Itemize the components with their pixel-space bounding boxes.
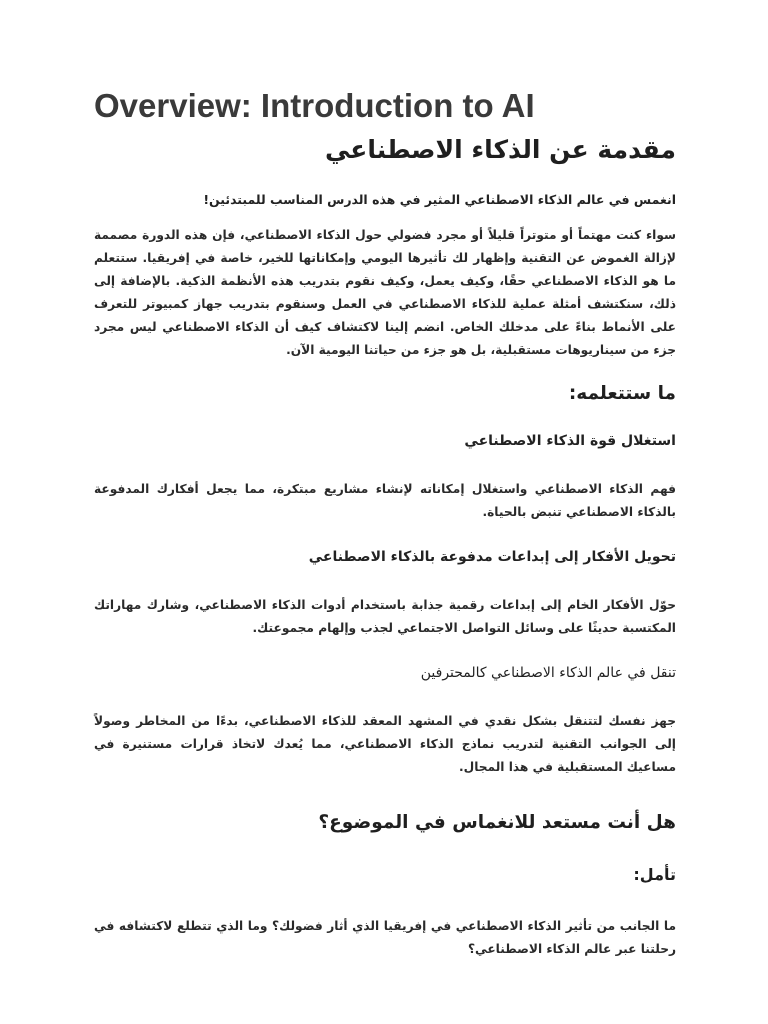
section-body-ideas-to-creations: حوّل الأفكار الخام إلى إبداعات رقمية جذابة باستخدام أدوات الذكاء الاصطناعي، وشارك مهاراتك المكتسبة حديثًا على وسائل التواصل الاجتماعي لجذب وإلهام مجموعتك. xyxy=(94,598,676,635)
reflect-heading: تأمل: xyxy=(633,865,676,884)
arabic-title: مقدمة عن الذكاء الاصطناعي xyxy=(324,135,676,164)
section-heading-navigate-ai: تنقل في عالم الذكاء الاصطناعي كالمحترفين xyxy=(420,665,676,681)
intro-paragraph: سواء كنت مهتماً أو متوتراً قليلاً أو مجرد فضولي حول الذكاء الاصطناعي، فإن هذه الدورة مصممة لإزالة الغموض عن التقنية وإظهار لك تأثيرها اليومي وإمكاناتها للخير، خاصة في إفريقيا. ستتعلم ما هو الذكاء الاصطناعي حقًا، وكيف يعمل، وكيف نقوم بتدريب هذه الأنظمة الذكية. بالإضافة إلى ذلك، سنكتشف أمثلة عملية للذكاء الاصطناعي في العمل وسنقوم بتدريب جهاز كمبيوتر للتعرف على الأنماط بناءً على مدخلك الخاص. انضم إلينا لاكتشاف كيف أن الذكاء الاصطناعي ليس مجرد جزء من سيناريوهات مستقبلية، بل هو جزء من حياتنا اليومية الآن. xyxy=(94,228,676,357)
document-page xyxy=(94,86,676,961)
section-body-harness-ai: فهم الذكاء الاصطناعي واستغلال إمكاناته لإنشاء مشاريع مبتكرة، مما يجعل أفكارك المدفوعة بالذكاء الاصطناعي تنبض بالحياة. xyxy=(94,482,676,519)
lead-sentence: انغمس في عالم الذكاء الاصطناعي المثير في هذه الدرس المناسب للمبتدئين! xyxy=(203,192,676,207)
reflect-body: ما الجانب من تأثير الذكاء الاصطناعي في إفريقيا الذي أثار فضولك؟ وما الذي تتطلع لاكتشافه في رحلتنا عبر عالم الذكاء الاصطناعي؟ xyxy=(94,919,676,956)
learn-heading: ما ستتعلمه: xyxy=(568,383,676,404)
english-title: Overview: Introduction to AI xyxy=(94,87,535,124)
ready-heading: هل أنت مستعد للانغماس في الموضوع؟ xyxy=(318,812,676,833)
section-body-navigate-ai: جهز نفسك لتتنقل بشكل نقدي في المشهد المعقد للذكاء الاصطناعي، بدءًا من المخاطر وصولاً إلى الجوانب التقنية لتدريب نماذج الذكاء الاصطناعي، مما يُعدك لاتخاذ قرارات مستنيرة في مساعيك المستقبلية في هذا المجال. xyxy=(94,714,676,774)
section-heading-harness-ai: استغلال قوة الذكاء الاصطناعي xyxy=(464,433,676,449)
section-heading-ideas-to-creations: تحويل الأفكار إلى إبداعات مدفوعة بالذكاء الاصطناعي xyxy=(308,549,676,565)
